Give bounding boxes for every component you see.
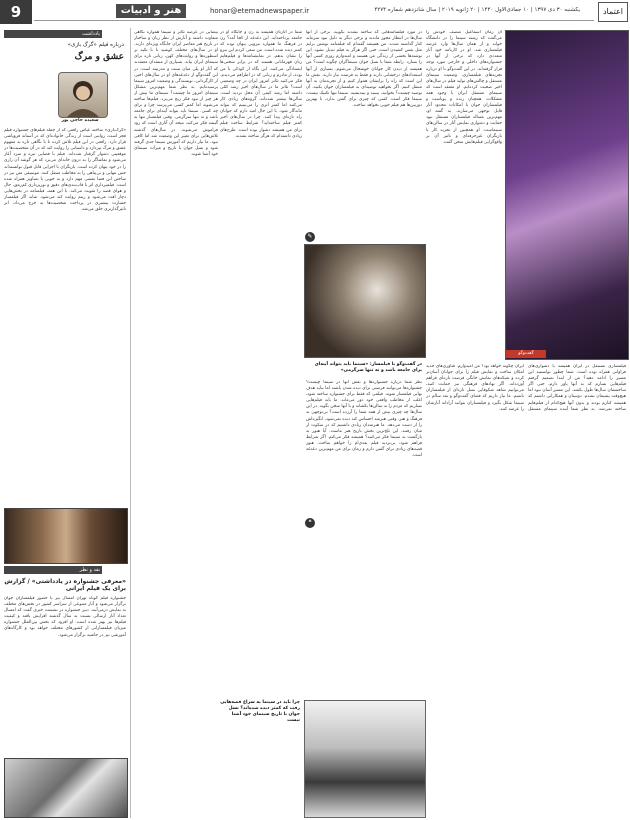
interview-col-1: بیضایی در عرصه تئاتر و سینما همواره نگاهی متفاوت داشته و آثارش از نظر زبان و ساختار در تاریخ هنر معاصر ایران جایگاه ویژه‌ای دارند. او در سال‌های مختلف کوشید تا با تکیه بر اسطوره‌ها و روایت‌های کهن، زبانی تازه برای سینمای ایران بیابد. بسیاری از منتقدان معتقدند که آثار او پلی میان سنت و مدرنیته است. در این گفت‌وگو از دغدغه‌های او در سال‌های اخیر، از کارگردانی، نویسندگی و وضعیت امروز سینما پرسیده‌ایم. به نظر شما مهم‌ترین مشکل سینمای امروز ما چیست؟ سینمای ما بیش از هر چیز از نبود فکر رنج می‌برد. فیلم‌ها ساخته می‌شوند اما کمتر کسی می‌پرسد چرا و برای چه کسی. سینما باید بتواند آینه‌ای برای جامعه باشد و نه تنها سرگرمی. وقتی فیلمساز تنها به گیشه فکر می‌کند، نتیجه آن آثاری است که زود فراموش می‌شوند. در سال‌های گذشته تلاش‌هایی برای تغییر این وضعیت شد اما کافی نبود. ما نیاز داریم که آموزش سینما جدی گرفته شود و نسل جوان با تاریخ و میراث سینمای خود آشنا شوند. [134,30,218,157]
sidebar-body: «گرگ‌بازی» ساخته عباس رافعی که از جمله فیلم‌های جشنواره فیلم فجر است، روایتی است از زندگی خانواده‌ای که در آستانه فروپاشی قرار دارد. رافعی در این فیلم تلاش کرده تا با نگاهی تازه به مفهوم عشق و مرگ بپردازد و داستانی را روایت کند که در آن شخصیت‌ها در موقعیتی دشوار گرفتار شده‌اند. فیلم با فضایی تیره و سرد آغاز می‌شود و تماشاگر را به درون خانه‌ای می‌برد که هر گوشه آن رازی را در خود پنهان کرده است. بازیگران با اجرایی قابل قبول توانسته‌اند حس تنهایی و بی‌پناهی را به مخاطب منتقل کنند. موسیقی متن نیز در ساختن این فضا نقشی مهم دارد و به خوبی با تصاویر همراه شده است. فیلمبرداری اثر با قاب‌بندی‌های دقیق و نورپردازی کم‌رمق، حال و هوای قصه را تقویت می‌کند. با این همه، فیلمنامه در بخش‌هایی دچار افت می‌شود و ریتم روایت کند می‌شود. شاید اگر فیلمساز جسارت بیشتری در پرداخت شخصیت‌ها به خرج می‌داد، اثر تاثیرگذارتری خلق می‌شد. [4,128,126,213]
sidebar-body-2: جشنواره فیلم کوتاه تهران امسال نیز با حضور فیلمسازان جوان برگزار می‌شود و آثار متنوعی از سراسر کشور در بخش‌های مختلف به نمایش درمی‌آیند. دبیر جشنواره در نشست خبری گفت که امسال تعداد آثار ارسالی نسبت به سال گذشته افزایش یافته و کیفیت فیلم‌ها نیز بهتر شده است. او افزود که بخش بین‌الملل جشنواره میزبان فیلمسازانی از کشورهای مختلف خواهد بود و کارگاه‌های آموزشی نیز در حاشیه برگزار می‌شود. [4,596,126,638]
author-name: سعیده حاجی پور [61,118,99,123]
sidebar-kicker: درباره فیلم «گرگ بازی» [67,42,124,48]
portrait-tag: گفت‌وگو [506,350,546,358]
pen-icon: ✎ [305,232,315,242]
sidebar-title: عشق و مرگ [74,52,124,62]
author-silhouette-icon [59,73,107,117]
film-still-photo [4,508,128,564]
quote-icon: ❝ [305,518,315,528]
interview-col-4: نظر شما درباره جشنواره‌ها و نقش آنها در سینما چیست؟ جشنواره‌ها می‌توانند فرصتی برای دیده شدن باشند اما نباید هدف نهایی فیلمساز شوند. فیلمی که فقط برای جشنواره ساخته شود، اغلب از مخاطب واقعی خود دور می‌ماند. ما باید فیلم‌هایی بسازیم که مردم را به سالن‌ها بکشاند و با آنها سخن بگوید. در این سال‌ها چه چیزی بیش از همه شما را آزرده است؟ بی‌توجهی به فرهنگ و هنر. وقتی هنرمند احساس کند دیده نمی‌شود، انگیزه‌اش را از دست می‌دهد. ما هنرمندان زیادی داشتیم که در سکوت از میان رفتند. این تلخ‌ترین بخش تاریخ هنر ماست. آیا هنوز به بازگشت به سینما فکر می‌کنید؟ همیشه فکر می‌کنم. اگر شرایط فراهم شود، بی‌تردید فیلم بعدی‌ام را خواهم ساخت. هنوز قصه‌های زیادی برای گفتن دارم و زمان برای من مهم‌ترین دغدغه است. [306,380,422,459]
bw-caption: چرا باید در سینما به سراغ قصه‌هایی رفت که کمتر دیده شده‌اند؟ نسل جوان با تاریخ سینمای خود آشنا نیست [220,700,300,723]
interview-col-2: شما در آثارتان همیشه به زن و جایگاه او در جامعه پرداخته‌اید. این دغدغه از کجا آمد؟ زن در فرهنگ ما همواره نیرویی پنهان بوده که کمتر دیده شده است. من سعی کردم این نیرو را نشان بدهم. در نمایشنامه‌ها و فیلم‌هایم زنان قهرمانانی هستند که در برابر سختی‌ها ایستادگی می‌کنند. این نگاه از کودکی با من بوده، از مادرم و زنانی که در اطرافم می‌دیدم. فکر می‌کنید تئاتر امروز ایران در چه وضعیتی است؟ تئاتر ما در سال‌های اخیر رشد کمّی داشته اما رشد کیفی آن محل تردید است. سالن‌ها بیشتر شده‌اند، گروه‌های زیادی کار می‌کنند اما کمتر اثری را می‌بینیم که بتواند ماندگار شود. با این حال امید دارم که جوانان راه تازه‌ای پیدا کنند. چرا در سال‌های اخیر کمتر فیلم ساخته‌اید؟ شرایط ساخت فیلم برای من همیشه دشوار بوده است. طرح‌های زیادی داشته‌ام که هرگز ساخته نشدند. [220,30,302,139]
sidebar-headline-2: «معرفی جشنواره در یادداشتی» / گزارش برای یک فیلم ایرانی [4,578,126,592]
portrait-lower-text: فیلمسازی مستقل در ایران همیشه با دشواری‌های فراوانی همراه بوده است. شما چطور توانستید این مسیر را ادامه دهید؟ من از ابتدا تصمیم گرفتم فیلم‌هایی بسازم که به آنها باور دارم، حتی اگر ساختنشان سال‌ها طول بکشد. این مسیر آسان نبود اما هیچ‌وقت پشیمان نشدم. دوستان و همکارانی داشتم که همیشه کنارم بودند و بدون آنها هیچ‌کدام از فیلم‌هایم ساخته نمی‌شد. به نظر شما آینده سینمای مستقل ایران چگونه خواهد بود؟ من امیدوارم. فناوری‌های جدید امکان ساخت و نمایش فیلم را برای جوانان آسان‌تر کرده و شبکه‌های نمایش خانگی فرصت تازه‌ای فراهم آورده‌اند. اگر نهادهای فرهنگی نیز حمایت کنند، می‌توانیم شاهد شکوفایی نسل تازه‌ای از فیلمسازان باشیم. ما نیاز داریم که فضای گفت‌وگو و نقد سالم در سینما شکل بگیرد و فیلمسازان بتوانند آزادانه آثارشان را عرضه کنند. [426,364,626,412]
date-line: یکشنبه ۳۰ دی ۱۳۹۷ | ۱۰ جمادی‌الاول ۱۴۴۰ | ۲۰ ژانویه ۲۰۱۹ | سال شانزدهم شماره ۴۲۷۴ [374,7,580,13]
interview-col-3: در مورد فیلمنامه‌هایی که ساخته نشدند بگویید. برخی از آنها سال‌ها در انتظار مجوز ماندند و برخی دیگر به دلیل نبود سرمایه کنار گذاشته شدند. من همیشه گفته‌ام که فیلمنامه نوشتن برایم مثل نفس کشیدن است، حتی اگر هرگز به فیلم تبدیل نشود. این نوشته‌ها بخشی از زندگی من هستند و امیدوارم روزی کسی آنها را بسازد. رابطه شما با نسل جوان سینماگران چگونه است؟ من همیشه از دیدن کار جوانان خوشحال می‌شوم. بسیاری از آنها استعدادهای درخشانی دارند و فقط به فرصت نیاز دارند. نقش ما این است که راه را برایشان هموار کنیم و از تجربه‌مان به آنها منتقل کنیم. اگر بخواهید توصیه‌ای به فیلمسازان جوان بکنید، آن توصیه چیست؟ بخوانید، ببینید و بیندیشید. سینما تنها تکنیک نیست، سینما فکر است. کسی که چیزی برای گفتن ندارد، با بهترین دوربین‌ها هم فیلم خوبی نخواهد ساخت. [306,30,422,109]
portrait-intro: آن زمان اسماعیل منصف خودش را می‌گفت که رشته سینما را در دانشگاه خواند و از همان سال‌ها وارد عرصه فیلمسازی شد. او در کارنامه خود آثار متعددی دارد که برخی از آنها در جشنواره‌های داخلی و خارجی مورد توجه قرار گرفته‌اند. در این گفت‌وگو با او درباره تجربه‌های فیلمسازی، وضعیت سینمای مستقل و چالش‌های تولید فیلم در سال‌های اخیر صحبت کرده‌ایم. او معتقد است که سینمای مستقل ایران با وجود همه مشکلات، همچنان زنده و پویاست و فیلمسازان جوان با امکانات محدود آثار قابل توجهی می‌سازند. به گفته او، مهم‌ترین مساله فیلمسازان مستقل نبود حمایت و دشواری نمایش آثار در سالن‌های سینماست. او همچنین از تجربه کار با بازیگران غیرحرفه‌ای و تاثیر آن بر واقع‌گرایی فیلم‌هایش سخن گفت. [426,30,502,145]
archive-photo [4,758,128,818]
director-photo [304,244,426,358]
section-email[interactable]: honar@etemadnewspaper.ir [210,7,310,15]
black-white-photo [304,700,426,818]
author-photo [58,72,108,118]
newspaper-logo: اعتماد [598,2,628,22]
director-caption: در گفت‌وگو با فیلمساز: «سینما باید بتواند آینه‌ای برای جامعه باشد و نه تنها سرگرمی» [314,362,422,373]
sidebar-tag: یادداشت [4,30,102,38]
sidebar-tag-2: نقد و نظر [4,566,102,574]
section-title: هنر و ادبیات [116,4,186,18]
page-number: 9 [0,0,32,24]
column-divider [130,28,131,818]
portrait-photo [505,30,629,360]
